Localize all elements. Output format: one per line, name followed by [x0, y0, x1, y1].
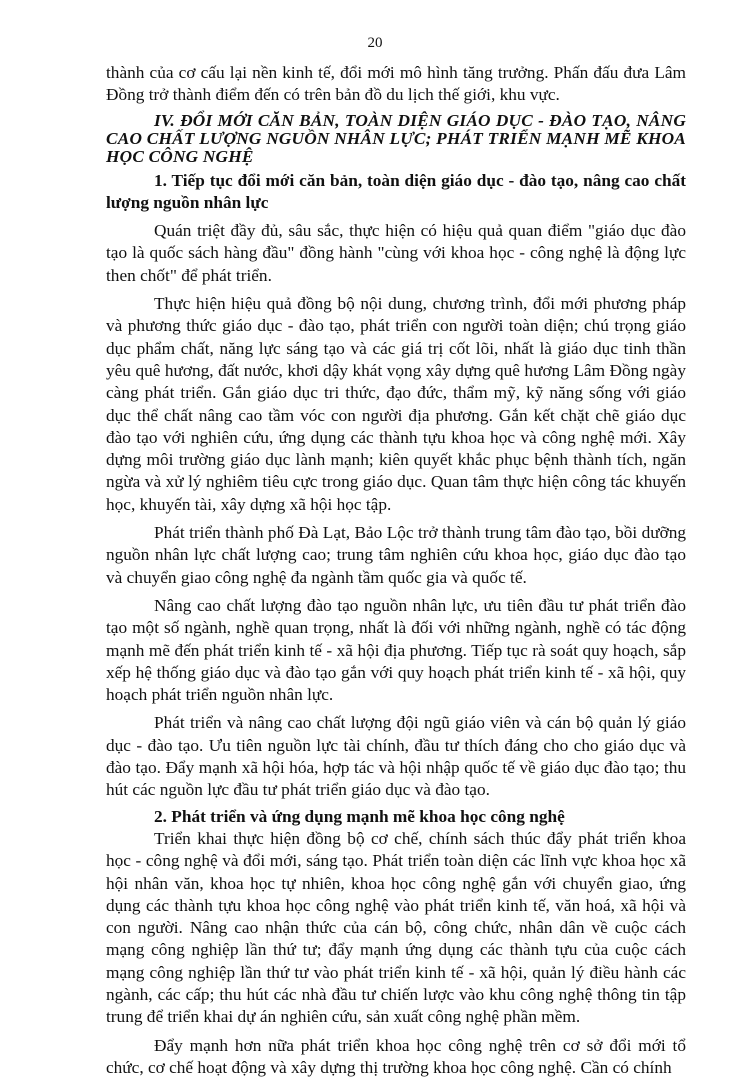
- paragraph-education-1: Quán triệt đầy đủ, sâu sắc, thực hiện có hiệu quả quan điểm "giáo dục đào tạo là quốc sách hàng đầu" đồng hành "cùng với khoa học - công nghệ là động lực then chốt" để phát triển.: [106, 221, 686, 285]
- page-number: 20: [367, 35, 383, 51]
- paragraph-education-5: Phát triển và nâng cao chất lượng đội ngũ giáo viên và cán bộ quản lý giáo dục - đào tạo. Ưu tiên nguồn lực tài chính, đầu tư thích đáng cho cho giáo dục và đào tạo. Đẩy mạnh xã hội hóa, hợp tác và hội nhập quốc tế về giáo dục đào tạo; thu hút các nguồn lực đầu tư phát triển giáo dục và đào tạo.: [106, 713, 686, 800]
- section-heading: IV. ĐỔI MỚI CĂN BẢN, TOÀN DIỆN GIÁO DỤC - ĐÀO TẠO, NÂNG CAO CHẤT LƯỢNG NGUỒN NHÂN LỰC; PHÁT TRIỂN MẠNH MẼ KHOA HỌC CÔNG NGHỆ: [106, 110, 686, 166]
- document-body: [106, 62, 686, 1079]
- paragraph-education-4: Nâng cao chất lượng đào tạo nguồn nhân lực, ưu tiên đầu tư phát triển đào tạo một số ngành, nghề quan trọng, nhất là đối với những ngành, nghề có tác động mạnh mẽ đến phát triển kinh tế - xã hội địa phương. Tiếp tục rà soát quy hoạch, sắp xếp hệ thống giáo dục và đào tạo gắn với quy hoạch phát triển kinh tế - xã hội, quy hoạch phát triển nguồn nhân lực.: [106, 595, 686, 705]
- paragraph-education-2: Thực hiện hiệu quả đồng bộ nội dung, chương trình, đổi mới phương pháp và phương thức giáo dục - đào tạo, phát triển con người toàn diện; chú trọng giáo dục phẩm chất, năng lực sáng tạo và các giá trị cốt lõi, nhất là giáo dục tinh thần yêu quê hương, đất nước, khơi dậy khát vọng xây dựng quê hương Lâm Đồng ngày càng phát triển. Gắn giáo dục tri thức, đạo đức, thẩm mỹ, kỹ năng sống với giáo dục thể chất nâng cao tầm vóc con người địa phương. Gắn kết chặt chẽ giáo dục đào tạo với nghiên cứu, ứng dụng các thành tựu khoa học và công nghệ mới. Xây dựng môi trường giáo dục lành mạnh; kiên quyết khắc phục bệnh thành tích, ngăn ngừa và xử lý nghiêm tiêu cực trong giáo dục. Quan tâm thực hiện công tác khuyến học, khuyến tài, xây dựng xã hội học tập.: [106, 294, 686, 514]
- subheading-science-technology: 2. Phát triển và ứng dụng mạnh mẽ khoa học công nghệ: [154, 806, 565, 826]
- paragraph-science-2: Đẩy mạnh hơn nữa phát triển khoa học công nghệ trên cơ sở đổi mới tổ chức, cơ chế hoạt động và xây dựng thị trường khoa học công nghệ. Cần có chính: [106, 1035, 686, 1077]
- intro-paragraph: thành của cơ cấu lại nền kinh tế, đổi mới mô hình tăng trưởng. Phấn đấu đưa Lâm Đồng trở thành điểm đến có trên bản đồ du lịch thế giới, khu vực.: [106, 63, 686, 105]
- subheading-education: 1. Tiếp tục đổi mới căn bản, toàn diện giáo dục - đào tạo, nâng cao chất lượng nguồn nhân lực: [106, 170, 686, 212]
- paragraph-science-1: Triển khai thực hiện đồng bộ cơ chế, chính sách thúc đẩy phát triển khoa học - công nghệ và đổi mới, sáng tạo. Phát triển toàn diện các lĩnh vực khoa học xã hội nhân văn, khoa học tự nhiên, khoa học công nghệ gắn với chuyển giao, ứng dụng các thành tựu khoa học công nghệ vào phát triển kinh tế, văn hoá, xã hội và con người. Nâng cao nhận thức của cán bộ, công chức, nhân dân về cuộc cách mạng công nghiệp lần thứ tư; đẩy mạnh ứng dụng các thành tựu của cuộc cách mạng công nghiệp lần thứ tư vào phát triển kinh tế - xã hội, quản lý điều hành các ngành, các cấp; thu hút các nhà đầu tư chiến lược vào khu công nghệ thông tin tập trung để triển khai dự án nghiên cứu, sản xuất công nghệ phần mềm.: [106, 828, 686, 1027]
- paragraph-education-3: Phát triển thành phố Đà Lạt, Bảo Lộc trở thành trung tâm đào tạo, bồi dưỡng nguồn nhân lực chất lượng cao; trung tâm nghiên cứu khoa học, giáo dục đào tạo và chuyển giao công nghệ đa ngành tầm quốc gia và quốc tế.: [106, 523, 686, 587]
